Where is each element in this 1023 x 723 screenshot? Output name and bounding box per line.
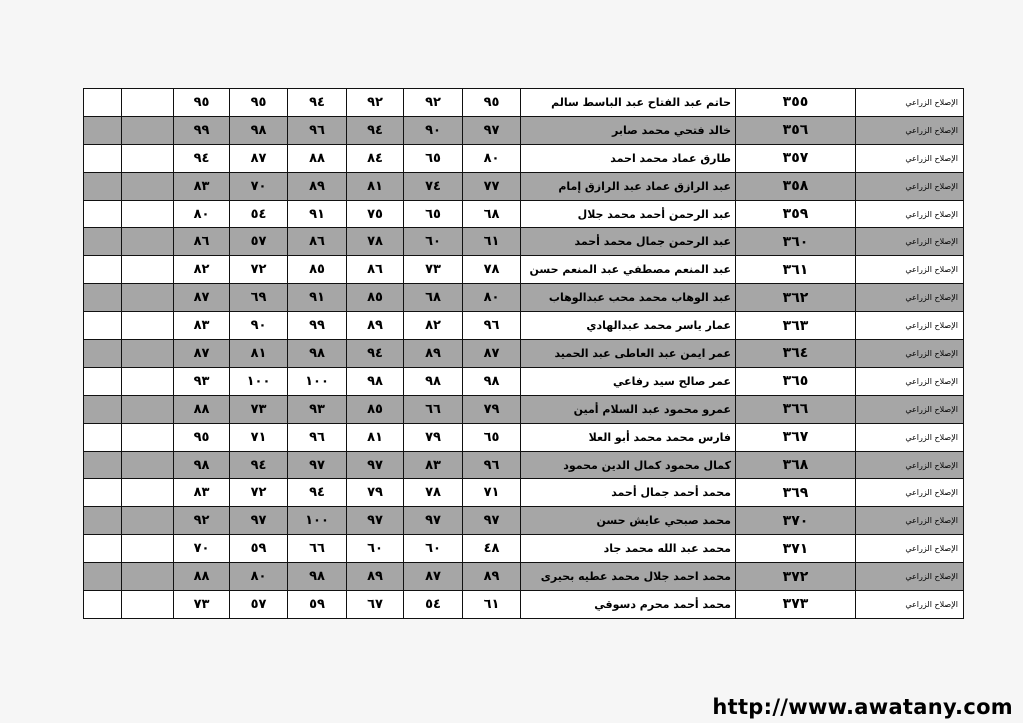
blank-cell [84,116,122,144]
score-cell: ٩٠ [404,116,463,144]
seat-number-cell: ٣٦٠ [736,228,856,256]
score-cell: ٩٦ [288,116,347,144]
score-cell: ٦١ [463,228,521,256]
score-cell: ٩٥ [230,89,288,117]
score-cell: ١٠٠ [288,507,347,535]
score-cell: ٦٧ [347,591,404,619]
blank-cell [84,228,122,256]
department-cell: الإصلاح الزراعي [856,591,964,619]
table-row [84,89,964,117]
department-cell: الإصلاح الزراعي [856,423,964,451]
score-cell: ٨٣ [174,312,230,340]
score-cell: ٨٨ [174,563,230,591]
score-cell: ٩٤ [347,116,404,144]
blank-cell [84,507,122,535]
seat-number-cell: ٣٧٣ [736,591,856,619]
seat-number-cell: ٣٦٤ [736,340,856,368]
score-cell: ٧٩ [463,395,521,423]
score-cell: ٩٣ [288,395,347,423]
student-name-cell: عمار ياسر محمد عبدالهادي [521,312,736,340]
student-name-cell: طارق عماد محمد احمد [521,144,736,172]
student-name-cell: كمال محمود كمال الدين محمود [521,451,736,479]
score-cell: ٧٨ [347,228,404,256]
department-cell: الإصلاح الزراعي [856,228,964,256]
score-cell: ٩٧ [463,507,521,535]
score-cell: ٨٠ [463,284,521,312]
score-cell: ٩٧ [347,451,404,479]
blank-cell [84,284,122,312]
department-cell: الإصلاح الزراعي [856,144,964,172]
student-name-cell: محمد صبحي عايش حسن [521,507,736,535]
score-cell: ٧٧ [463,172,521,200]
score-cell: ٦٠ [347,535,404,563]
blank-cell [84,451,122,479]
score-cell: ٦٩ [230,284,288,312]
blank-cell [84,172,122,200]
score-cell: ٩٧ [230,507,288,535]
score-cell: ٩٨ [463,367,521,395]
department-cell: الإصلاح الزراعي [856,89,964,117]
blank-cell [122,144,174,172]
student-name-cell: عمر ايمن عبد العاطى عبد الحميد [521,340,736,368]
student-name-cell: عبد الرحمن أحمد محمد جلال [521,200,736,228]
score-cell: ٨١ [347,172,404,200]
table-row [84,312,964,340]
seat-number-cell: ٣٥٨ [736,172,856,200]
table-row [84,340,964,368]
score-cell: ٦٥ [404,200,463,228]
table-row [84,172,964,200]
blank-cell [122,172,174,200]
department-cell: الإصلاح الزراعي [856,256,964,284]
score-cell: ٩٤ [347,340,404,368]
table-row [84,451,964,479]
score-cell: ٩٤ [288,89,347,117]
score-cell: ٧١ [463,479,521,507]
score-cell: ١٠٠ [230,367,288,395]
blank-cell [122,89,174,117]
table-row [84,507,964,535]
seat-number-cell: ٣٦٩ [736,479,856,507]
score-cell: ٦٥ [404,144,463,172]
score-cell: ٦٠ [404,535,463,563]
score-cell: ٨٢ [404,312,463,340]
blank-cell [122,563,174,591]
department-cell: الإصلاح الزراعي [856,172,964,200]
score-cell: ٩٧ [463,116,521,144]
score-cell: ٨٥ [347,284,404,312]
table-row [84,591,964,619]
score-cell: ٩٦ [288,423,347,451]
score-cell: ٧٥ [347,200,404,228]
score-cell: ٨٧ [230,144,288,172]
score-cell: ٨٠ [463,144,521,172]
table-row [84,479,964,507]
score-cell: ٧٢ [230,256,288,284]
score-cell: ٨٩ [347,312,404,340]
student-name-cell: خالد فتحي محمد صابر [521,116,736,144]
score-cell: ٨٧ [174,340,230,368]
blank-cell [122,312,174,340]
blank-cell [122,395,174,423]
score-cell: ٦٦ [288,535,347,563]
department-cell: الإصلاح الزراعي [856,451,964,479]
seat-number-cell: ٣٦٦ [736,395,856,423]
score-cell: ٩٢ [404,89,463,117]
results-table [83,88,964,619]
score-cell: ٨٠ [174,200,230,228]
blank-cell [84,340,122,368]
score-cell: ٧٤ [404,172,463,200]
blank-cell [122,200,174,228]
seat-number-cell: ٣٥٩ [736,200,856,228]
department-cell: الإصلاح الزراعي [856,395,964,423]
seat-number-cell: ٣٦٥ [736,367,856,395]
blank-cell [122,535,174,563]
score-cell: ٦٦ [404,395,463,423]
department-cell: الإصلاح الزراعي [856,535,964,563]
score-cell: ٨٧ [404,563,463,591]
score-cell: ٩٢ [347,89,404,117]
blank-cell [84,89,122,117]
student-name-cell: فارس محمد محمد أبو العلا [521,423,736,451]
seat-number-cell: ٣٦٢ [736,284,856,312]
score-cell: ٧٢ [230,479,288,507]
blank-cell [122,116,174,144]
score-cell: ٧٠ [230,172,288,200]
score-cell: ٨٨ [288,144,347,172]
site-watermark: http://www.awatany.com [712,695,1013,719]
score-cell: ٦١ [463,591,521,619]
blank-cell [84,395,122,423]
score-cell: ٦٨ [463,200,521,228]
blank-cell [122,591,174,619]
score-cell: ٧٩ [347,479,404,507]
score-cell: ٨٩ [288,172,347,200]
table-row [84,200,964,228]
department-cell: الإصلاح الزراعي [856,367,964,395]
department-cell: الإصلاح الزراعي [856,284,964,312]
department-cell: الإصلاح الزراعي [856,116,964,144]
score-cell: ٨٧ [463,340,521,368]
blank-cell [84,563,122,591]
student-name-cell: محمد عبد الله محمد جاد [521,535,736,563]
score-cell: ٥٧ [230,591,288,619]
score-cell: ٨٠ [230,563,288,591]
score-cell: ٩٣ [174,367,230,395]
score-cell: ٧٣ [404,256,463,284]
blank-cell [122,284,174,312]
score-cell: ٧٨ [404,479,463,507]
score-cell: ٩٨ [347,367,404,395]
blank-cell [122,423,174,451]
score-cell: ٦٥ [463,423,521,451]
blank-cell [122,256,174,284]
student-name-cell: عبد الرحمن جمال محمد أحمد [521,228,736,256]
score-cell: ٩٩ [288,312,347,340]
score-cell: ٩٨ [288,340,347,368]
score-cell: ٩٨ [404,367,463,395]
score-cell: ٤٨ [463,535,521,563]
blank-cell [122,228,174,256]
department-cell: الإصلاح الزراعي [856,479,964,507]
table-row [84,563,964,591]
blank-cell [84,535,122,563]
student-name-cell: محمد أحمد محرم دسوقي [521,591,736,619]
blank-cell [84,200,122,228]
seat-number-cell: ٣٦٨ [736,451,856,479]
seat-number-cell: ٣٧٠ [736,507,856,535]
score-cell: ٩٥ [174,89,230,117]
table-row [84,144,964,172]
seat-number-cell: ٣٦٣ [736,312,856,340]
score-cell: ٨٥ [347,395,404,423]
score-cell: ٧٨ [463,256,521,284]
score-cell: ٧٠ [174,535,230,563]
score-cell: ٩٦ [463,451,521,479]
table-row [84,116,964,144]
score-cell: ٩٤ [288,479,347,507]
score-cell: ٨٣ [404,451,463,479]
blank-cell [84,479,122,507]
blank-cell [84,256,122,284]
student-name-cell: عبد الوهاب محمد محب عبدالوهاب [521,284,736,312]
score-cell: ٩٨ [230,116,288,144]
blank-cell [84,312,122,340]
blank-cell [84,591,122,619]
table-row [84,535,964,563]
score-cell: ٩٥ [174,423,230,451]
score-cell: ٩٧ [404,507,463,535]
score-cell: ٥٤ [404,591,463,619]
blank-cell [84,367,122,395]
score-cell: ٩٢ [174,507,230,535]
department-cell: الإصلاح الزراعي [856,200,964,228]
table-row [84,423,964,451]
score-cell: ٨٣ [174,172,230,200]
table-row [84,228,964,256]
student-name-cell: عمر صالح سيد رفاعي [521,367,736,395]
score-cell: ٨٦ [347,256,404,284]
seat-number-cell: ٣٧٢ [736,563,856,591]
blank-cell [122,507,174,535]
score-cell: ٨٢ [174,256,230,284]
score-cell: ٩٨ [288,563,347,591]
score-cell: ٩٤ [230,451,288,479]
student-name-cell: عبد الرازق عماد عبد الرازق إمام [521,172,736,200]
score-cell: ٩١ [288,200,347,228]
blank-cell [84,423,122,451]
score-cell: ٧١ [230,423,288,451]
score-cell: ٩٥ [463,89,521,117]
seat-number-cell: ٣٦٧ [736,423,856,451]
department-cell: الإصلاح الزراعي [856,340,964,368]
seat-number-cell: ٣٥٧ [736,144,856,172]
score-cell: ٨٨ [174,395,230,423]
score-cell: ٥٩ [288,591,347,619]
seat-number-cell: ٣٧١ [736,535,856,563]
score-cell: ٨٧ [174,284,230,312]
department-cell: الإصلاح الزراعي [856,563,964,591]
score-cell: ٥٧ [230,228,288,256]
blank-cell [122,367,174,395]
table-row [84,256,964,284]
score-cell: ٨٩ [347,563,404,591]
score-cell: ٩٠ [230,312,288,340]
score-cell: ٨١ [347,423,404,451]
score-cell: ٧٣ [230,395,288,423]
score-cell: ٩١ [288,284,347,312]
score-cell: ٧٣ [174,591,230,619]
score-cell: ٨٦ [174,228,230,256]
blank-cell [122,451,174,479]
blank-cell [122,479,174,507]
seat-number-cell: ٣٥٦ [736,116,856,144]
table-row [84,367,964,395]
seat-number-cell: ٣٦١ [736,256,856,284]
seat-number-cell: ٣٥٥ [736,89,856,117]
score-cell: ٧٩ [404,423,463,451]
score-cell: ٩٨ [174,451,230,479]
score-cell: ٨٩ [404,340,463,368]
score-cell: ٩٧ [288,451,347,479]
score-cell: ٩٧ [347,507,404,535]
student-name-cell: عمرو محمود عبد السلام أمين [521,395,736,423]
score-cell: ٨٥ [288,256,347,284]
score-cell: ٦٠ [404,228,463,256]
student-name-cell: عبد المنعم مصطفي عبد المنعم حسن [521,256,736,284]
score-cell: ٩٩ [174,116,230,144]
student-name-cell: محمد احمد جلال محمد عطيه بحيرى [521,563,736,591]
score-cell: ٩٤ [174,144,230,172]
score-cell: ٨٤ [347,144,404,172]
blank-cell [84,144,122,172]
blank-cell [122,340,174,368]
score-cell: ٨١ [230,340,288,368]
table-row [84,284,964,312]
department-cell: الإصلاح الزراعي [856,312,964,340]
score-cell: ٦٨ [404,284,463,312]
score-cell: ١٠٠ [288,367,347,395]
student-name-cell: حاتم عبد الفتاح عبد الباسط سالم [521,89,736,117]
department-cell: الإصلاح الزراعي [856,507,964,535]
score-cell: ٨٣ [174,479,230,507]
student-name-cell: محمد أحمد جمال أحمد [521,479,736,507]
score-cell: ٩٦ [463,312,521,340]
score-cell: ٨٩ [463,563,521,591]
score-cell: ٨٦ [288,228,347,256]
table-row [84,395,964,423]
score-cell: ٥٤ [230,200,288,228]
score-cell: ٥٩ [230,535,288,563]
results-sheet [83,88,963,619]
